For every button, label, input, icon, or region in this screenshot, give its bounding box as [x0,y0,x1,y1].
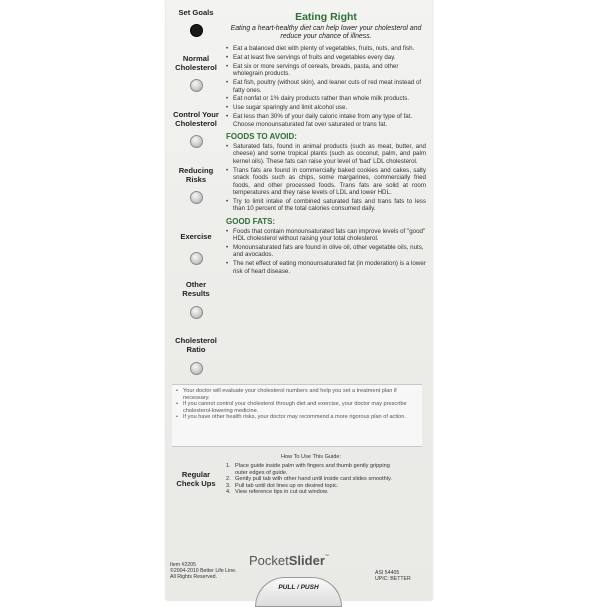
item-number: Item #2205 [170,562,196,568]
list-item: • Use sugar sparingly and limit alcohol use. [226,104,426,111]
list-item: • The net effect of eating monounsaturated fat (in moderation) is a lower risk of heart disease. [226,260,426,275]
window-tips-list [176,388,422,421]
list-item: 3. Pull tab until dot lines up on desired topic. [226,482,339,489]
list-item: • If you have other health risks, your doctor may recommend a more rigorous plan of action. [176,414,422,421]
tab-label: Cholesterol Ratio [175,336,217,354]
main-content [226,8,426,277]
asi-number: ASI 54405 [375,570,400,576]
good-fats-list [226,228,426,275]
pull-push-tab[interactable]: PULL / PUSH [255,577,342,607]
active-dot-icon [190,24,203,37]
dot-icon [190,191,203,204]
cutout-window [172,384,422,447]
intro-text: Eating a heart-healthy diet can help lower your cholesterol and reduce your chance of illness. [230,25,422,40]
upic: UPIC: BETTER [375,576,411,583]
list-item: • Trans fats are found in commercially baked cookies and cakes, salty snack foods such as chips, some margarines, commercially fried foods, and other processed foods. Trans fats are solid at room temperatures and they raise levels of LDL and lower HDL. [226,167,426,197]
dot-icon [190,79,203,92]
item-info [170,562,236,581]
list-item: • Eat a balanced diet with plenty of vegetables, fruits, nuts, and fish. [226,45,426,52]
avoid-list [226,143,426,213]
tab-regular-check-ups[interactable] [166,470,226,488]
dot-icon [190,306,203,319]
how-to-steps [226,463,396,496]
tab-control-your-cholesterol[interactable] [166,110,226,148]
tab-label: Exercise [180,232,212,241]
tab-reducing-risks[interactable] [166,166,226,204]
list-item: 2. Gently pull tab with other hand until inside card slides smoothly. [226,476,392,483]
eating-tips-list [226,45,426,128]
copyright: ©2004-2010 Better Life Line. [170,568,237,575]
tab-label: Other Results [182,280,210,298]
page-title: Eating Right [295,11,357,23]
list-item: 4. View reference tips in cut out window. [226,489,329,496]
dot-icon [190,252,203,265]
how-to-heading: How To Use This Guide: [280,454,342,460]
list-item: • If you cannot control your cholesterol through diet and exercise, your doctor may prescribe cholesterol-lowering medicine. [176,401,422,414]
list-item: • Your doctor will evaluate your cholesterol numbers and help you set a treatment plan if necessary. [176,388,422,401]
list-item: • Monounsaturated fats are found in olive oil, other vegetable oils, nuts, and avocados. [226,244,426,259]
tab-label: Regular Check Ups [176,470,216,488]
list-item: • Saturated fats, found in animal products (such as meat, butter, and cheese) and some tropical plants (such as coconut, palm, and palm kernel oils). These fats can raise your level of 'bad' LDL cholesterol. [226,143,426,165]
dot-icon [190,362,203,375]
tab-label: Normal Cholesterol [175,54,217,72]
tab-label: Set Goals [178,8,214,17]
rights: All Rights Reserved. [170,574,217,581]
tab-set-goals[interactable] [166,8,226,37]
list-item: • Eat less than 30% of your daily caloric intake from any type of fat. Choose monounsaturated fat over saturated or trans fat. [226,113,426,128]
list-item: • Eat nonfat or 1% dairy products rather than whole milk products. [226,95,426,102]
tab-label: Control Your Cholesterol [173,110,219,128]
list-item: • Eat fish, poultry (without skin), and leaner cuts of red meat instead of fatty ones. [226,79,426,94]
tab-exercise[interactable] [166,232,226,265]
dot-icon [190,135,203,148]
tab-label: Reducing Risks [178,166,214,184]
tab-cholesterol-ratio[interactable] [166,336,226,375]
list-item: • Try to limit intake of combined saturated fats and trans fats to less than 10 percent of the total calories consumed daily. [226,198,426,213]
pocket-slider-card [166,0,432,600]
pocketslider-logo: PocketSlider™ [249,553,329,568]
avoid-heading: FOODS TO AVOID: [226,132,297,142]
list-item: • Eat at least five servings of fruits and vegetables every day. [226,54,426,61]
list-item: • Foods that contain monounsaturated fats can improve levels of "good" HDL cholesterol without raising your total cholesterol. [226,228,426,243]
list-item: 1. Place guide inside palm with fingers and thumb gently gripping outer edges of guide. [226,463,390,476]
asi-info [375,570,411,582]
good-fats-heading: GOOD FATS: [226,216,276,226]
tab-other-results[interactable] [166,280,226,319]
topic-tabs [166,0,224,600]
how-to-use-section [226,454,396,496]
list-item: • Eat six or more servings of cereals, breads, pasta, and other wholegrain products. [226,63,426,78]
tab-normal-cholesterol[interactable] [166,54,226,92]
